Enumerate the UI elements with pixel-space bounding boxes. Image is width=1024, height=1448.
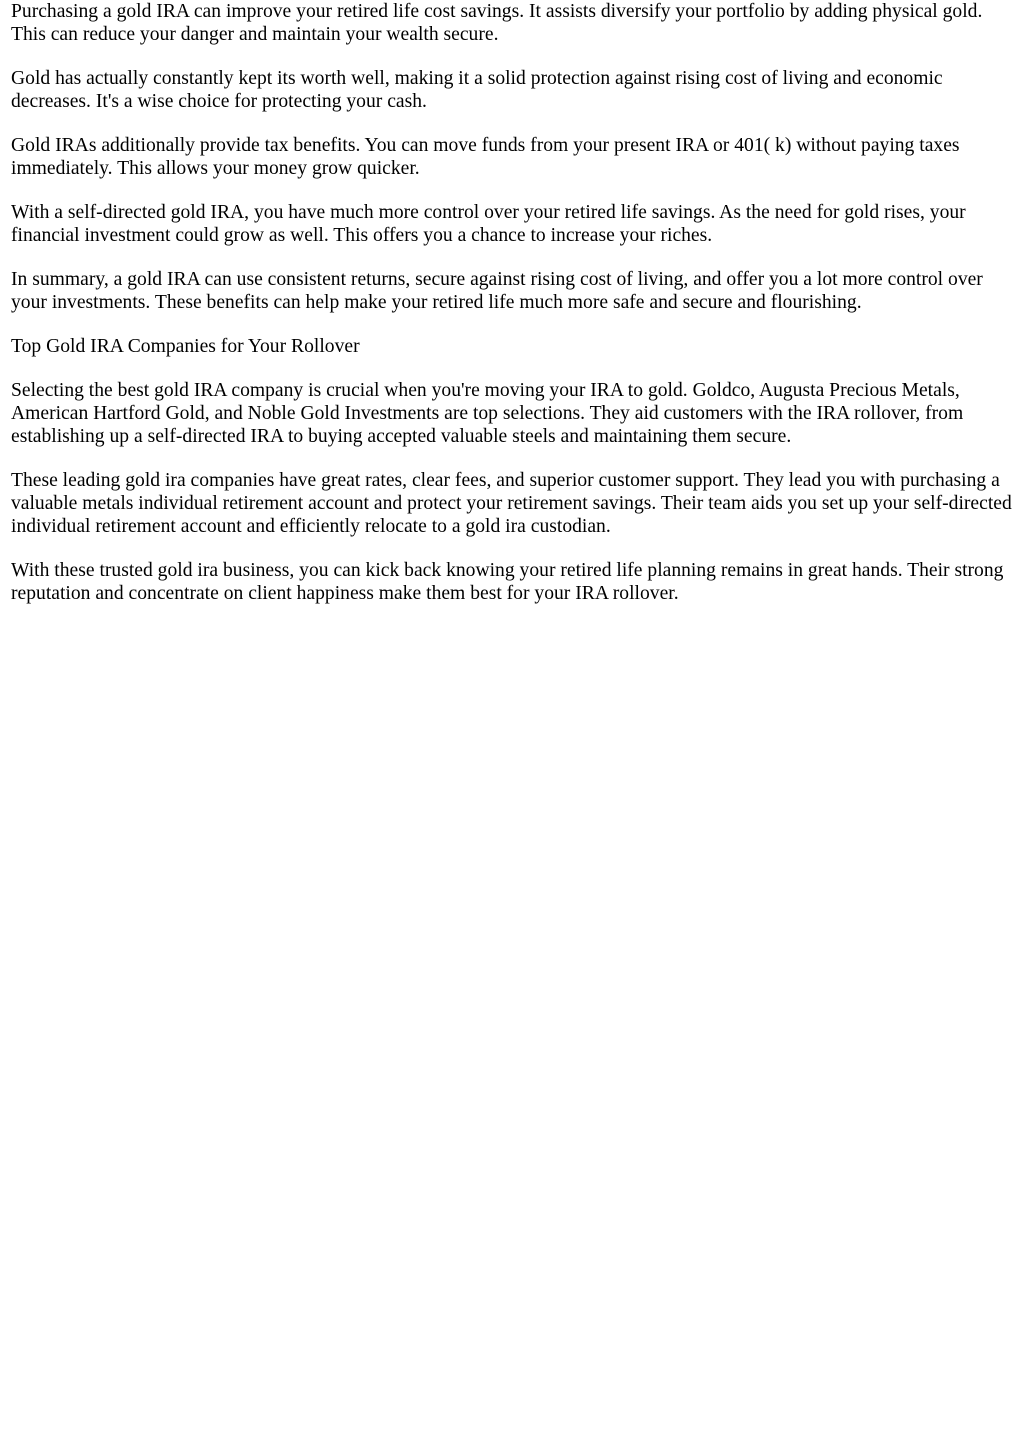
paragraph-self-directed: With a self-directed gold IRA, you have much more control over your retired life savings. As the need for gold rises, your financial investment could grow as well. This offers you a chance to increase your riches.	[11, 202, 966, 246]
paragraph-selecting-company: Selecting the best gold IRA company is crucial when you're moving your IRA to gold. Goldco, Augusta Precious Metals, American Hartford Gold, and Noble Gold Investments are top selections. They aid customers with the IRA rollover, from establishing up a self-directed IRA to buying accepted valuable steels and maintaining them secure.	[11, 380, 964, 447]
paragraph-trusted-business: With these trusted gold ira business, you can kick back knowing your retired life planning remains in great hands. Their strong reputation and concentrate on client happiness make them best for your IRA rollover.	[11, 560, 1004, 604]
document-body	[11, 0, 1015, 626]
paragraph-tax-benefits: Gold IRAs additionally provide tax benefits. You can move funds from your present IRA or 401( k) without paying taxes immediately. This allows your money grow quicker.	[11, 135, 960, 179]
paragraph-leading-companies: These leading gold ira companies have great rates, clear fees, and superior customer support. They lead you with purchasing a valuable metals individual retirement account and protect your retirement savings. Their team aids you set up your self-directed individual retirement account and efficiently relocate to a gold ira custodian.	[11, 470, 1012, 537]
section-heading-top-companies: Top Gold IRA Companies for Your Rollover	[11, 336, 360, 357]
paragraph-summary: In summary, a gold IRA can use consistent returns, secure against rising cost of living, and offer you a lot more control over your investments. These benefits can help make your retired life much more safe and secure and flourishing.	[11, 269, 983, 313]
paragraph-benefits-intro: Purchasing a gold IRA can improve your retired life cost savings. It assists diversify your portfolio by adding physical gold. This can reduce your danger and maintain your wealth secure.	[11, 1, 983, 45]
paragraph-gold-value: Gold has actually constantly kept its worth well, making it a solid protection against rising cost of living and economic decreases. It's a wise choice for protecting your cash.	[11, 68, 943, 112]
